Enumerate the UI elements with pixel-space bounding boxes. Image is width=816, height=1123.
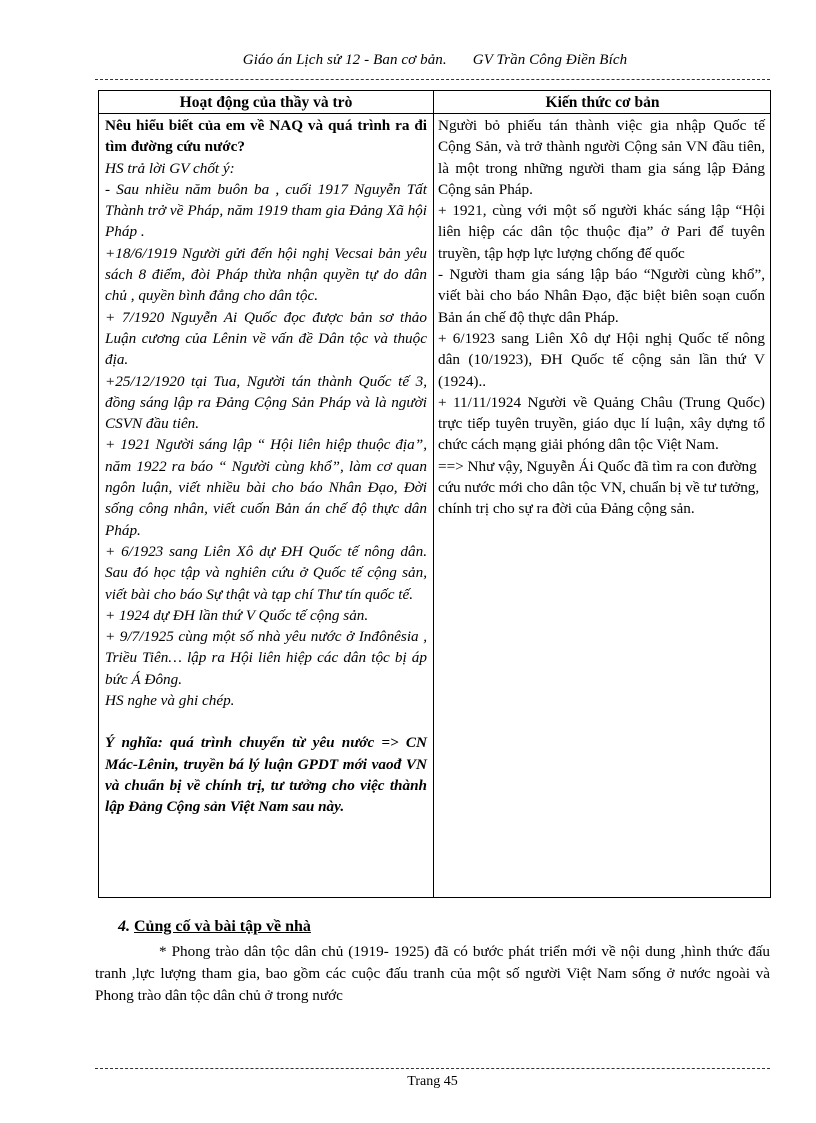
activity-item: + 7/1920 Nguyễn Ai Quốc đọc được bản sơ thảo Luận cương của Lênin về vấn đề Dân tộc và thuộc địa. bbox=[105, 308, 427, 369]
header-teacher-name: GV Trần Công Điền Bích bbox=[472, 52, 628, 68]
knowledge-item: - Người tham gia sáng lập báo “Người cùng khổ”, viết bài cho báo Nhân Đạo, đặc biệt biên soạn cuốn Bản án chế độ thực dân Pháp. bbox=[438, 266, 765, 326]
header-divider bbox=[95, 79, 770, 80]
header-row-divider bbox=[99, 113, 770, 114]
summary-paragraph: * Phong trào dân tộc dân chủ (1919- 1925) đã có bước phát triển mới về nội dung ,hình thức đấu tranh ,lực lượng tham gia, bao gồm các cuộc đấu tranh của một số người Việt Nam sống ở nước ngoài và Phong trào dân tộc dân chủ ở trong nước bbox=[95, 943, 770, 1004]
activities-column bbox=[105, 115, 427, 818]
footer-divider bbox=[95, 1068, 770, 1069]
activity-item: +18/6/1919 Người gửi đến hội nghị Vecsai bản yêu sách 8 điểm, đòi Pháp thừa nhận quyền tự do dân chủ , quyền bình đẳng cho dân tộc. bbox=[105, 244, 427, 305]
knowledge-conclusion: ==> Như vậy, Nguyễn Ái Quốc đã tìm ra con đường cứu nước mới cho dân tộc VN, chuẩn bị về tư tưởng, chính trị cho sự ra đời của Đảng cộng sản. bbox=[438, 457, 760, 518]
column-header-knowledge: Kiến thức cơ bản bbox=[545, 94, 660, 111]
significance-text: Ý nghĩa: quá trình chuyển từ yêu nước => CN Mác-Lênin, truyền bá lý luận GPDT mới vaođ VN và chuẩn bị về chính trị, tư tưởng cho việc thành lập Đảng Cộng sản Việt Nam sau này. bbox=[105, 734, 427, 816]
discussion-question: Nêu hiểu biết của em về NAQ và quá trình ra đi tìm đường cứu nước? bbox=[105, 117, 427, 156]
header-course-title: Giáo án Lịch sử 12 - Ban cơ bản. bbox=[242, 52, 447, 68]
activity-item: - Sau nhiều năm buôn ba , cuối 1917 Nguyễn Tất Thành trở về Pháp, năm 1919 tham gia Đảng Xã hội Pháp . bbox=[105, 180, 427, 241]
section-number: 4. bbox=[118, 918, 130, 935]
knowledge-column bbox=[438, 115, 765, 520]
knowledge-item: + 11/11/1924 Người về Quảng Châu (Trung Quốc) trực tiếp tuyên truyền, giáo dục lí luận, xây dựng tổ chức cách mạng giải phóng dân tộc Việt Nam. bbox=[438, 393, 765, 454]
activity-item: +25/12/1920 tại Tua, Người tán thành Quốc tế 3, đồng sáng lập ra Đảng Cộng Sản Pháp và là người CSVN đầu tiên. bbox=[105, 372, 427, 433]
knowledge-item: + 6/1923 sang Liên Xô dự Hội nghị Quốc tế nông dân (10/1923), ĐH Quốc tế cộng sản lần thứ V (1924).. bbox=[438, 329, 765, 390]
lesson-table bbox=[98, 90, 771, 898]
activity-item: + 9/7/1925 cùng một số nhà yêu nước ở Inđônêsia , Triều Tiên… lập ra Hội liên hiệp các dân tộc bị áp bức Á Đông. bbox=[105, 628, 427, 688]
knowledge-item: + 1921, cùng với một số người khác sáng lập “Hội liên hiệp các dân tộc thuộc địa” ở Pari để tuyên truyền, tập hợp lực lượng chống đế quốc bbox=[438, 202, 765, 262]
section-heading bbox=[118, 918, 311, 936]
page-header bbox=[95, 52, 775, 69]
page-number: Trang 45 bbox=[407, 1074, 458, 1089]
column-header-activities: Hoạt động của thầy và trò bbox=[179, 94, 353, 111]
knowledge-item: Người bỏ phiếu tán thành việc gia nhập Quốc tế Cộng Sản, và trở thành người Cộng sản VN đầu tiên, là một trong những người tham gia sáng lập Đảng Cộng sản Pháp. bbox=[438, 117, 765, 198]
instruction-text: HS trả lời GV chốt ý: bbox=[105, 159, 235, 177]
activity-item: + 1924 dự ĐH lần thứ V Quốc tế cộng sản. bbox=[105, 606, 369, 624]
activity-item: HS nghe và ghi chép. bbox=[105, 692, 235, 710]
section-title: Củng cố và bài tập về nhà bbox=[134, 918, 311, 935]
activity-item: + 6/1923 sang Liên Xô dự ĐH Quốc tế nông dân. Sau đó học tập và nghiên cứu ở Quốc tế cộng sản, viết bài cho báo Sự thật và tạp chí Thư tín quốc tế. bbox=[105, 542, 427, 603]
activity-item: + 1921 Người sáng lập “ Hội liên hiệp thuộc địa”, năm 1922 ra báo “ Người cùng khổ”, làm cơ quan ngôn luận, viết nhiều bài cho báo Nhân Đạo, Đời sống công nhân, viết cuốn Bản án chế độ thực dân Pháp. bbox=[105, 436, 427, 539]
column-divider bbox=[433, 91, 434, 897]
